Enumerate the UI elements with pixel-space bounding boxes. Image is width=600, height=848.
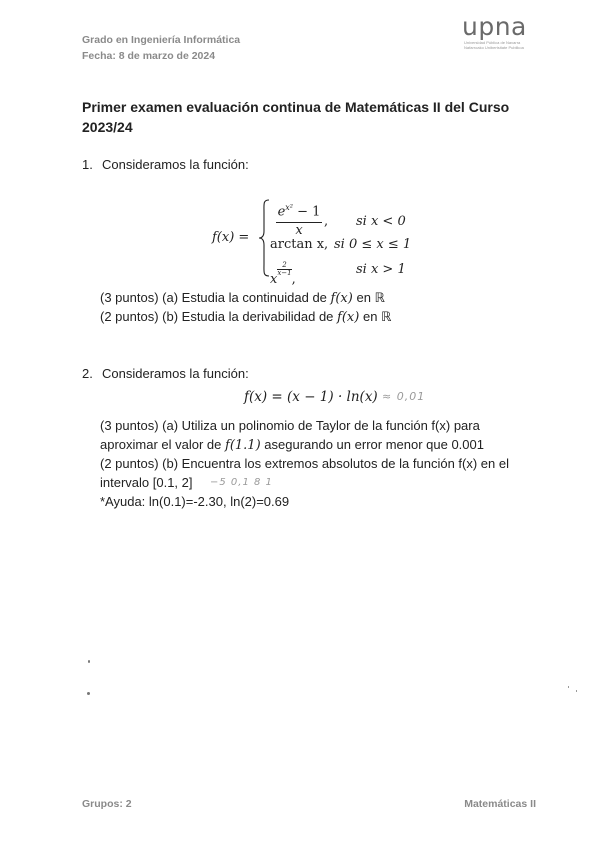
q2-formula: f(x) = (x − 1) · ln(x): [244, 389, 378, 405]
scan-speck: [88, 660, 90, 663]
q2-part-b-line1: (2 puntos) (b) Encuentra los extremos absolutos de la función f(x) en el: [100, 456, 509, 471]
footer-groups: Grupos: 2: [82, 798, 132, 810]
logo-word: upna: [462, 12, 527, 41]
footer-subject: Matemáticas II: [464, 798, 536, 810]
q1-case1-numerator: $e^{x^2} - 1$: [277, 203, 321, 220]
q1-case2-expression: arctan x,: [270, 237, 329, 252]
q1-case3-expression: x $\frac{2}{x-1}$ ,: [270, 261, 296, 287]
q1-case1-condition: si x < 0: [356, 214, 406, 229]
q2-part-a-line1: (3 puntos) (a) Utiliza un polinomio de Taylor de la función f(x) para: [100, 418, 480, 433]
exam-title-line2: 2023/24: [82, 119, 133, 135]
q1-lhs: f(x) =: [212, 230, 250, 245]
q1-number: 1.: [82, 157, 93, 172]
scan-speck: [576, 690, 577, 692]
q2-part-b-line2: intervalo [0.1, 2]: [100, 475, 193, 490]
q1-case1-denominator: x: [295, 223, 303, 238]
degree-label: Grado en Ingeniería Informática: [82, 34, 241, 46]
q1-intro-text: Consideramos la función:: [102, 157, 249, 172]
q1-part-b: (2 puntos) (b) Estudia la derivabilidad de f(x) en ℝ: [100, 309, 392, 325]
q1-case1-comma: ,: [324, 214, 329, 229]
document-header: [82, 32, 240, 64]
scan-speck: [568, 686, 569, 688]
q1-intro: [82, 157, 249, 172]
exam-title: [82, 97, 532, 137]
q1-case3-base: x: [270, 272, 278, 287]
logo-tagline-1: Universidad Pública de Navarra: [464, 40, 521, 45]
q2-number: 2.: [82, 366, 93, 381]
q1-case2-condition: si 0 ≤ x ≤ 1: [334, 237, 412, 252]
logo-tagline-2: Nafarroako Unibertsitate Publikoa: [464, 45, 524, 50]
q2-hint: *Ayuda: ln(0.1)=-2.30, ln(2)=0.69: [100, 494, 290, 509]
q2-intro: [82, 366, 249, 381]
exam-title-line1: Primer examen evaluación continua de Matemáticas II del Curso: [82, 99, 510, 115]
q1-part-a: (3 puntos) (a) Estudia la continuidad de f(x) en ℝ: [100, 290, 385, 306]
q2-handnote-approx: ≈ 0,01: [382, 390, 426, 403]
exam-date: Fecha: 8 de marzo de 2024: [82, 50, 216, 62]
q1-case3-condition: si x > 1: [356, 262, 406, 277]
scan-speck: [87, 692, 90, 695]
q2-intro-text: Consideramos la función:: [102, 366, 249, 381]
q2-handnote-values: −5 0,1 8 1: [210, 477, 273, 488]
university-logo: [462, 14, 542, 58]
q2-part-a-line2: aproximar el valor de f(1.1) asegurando un error menor que 0.001: [100, 437, 484, 453]
